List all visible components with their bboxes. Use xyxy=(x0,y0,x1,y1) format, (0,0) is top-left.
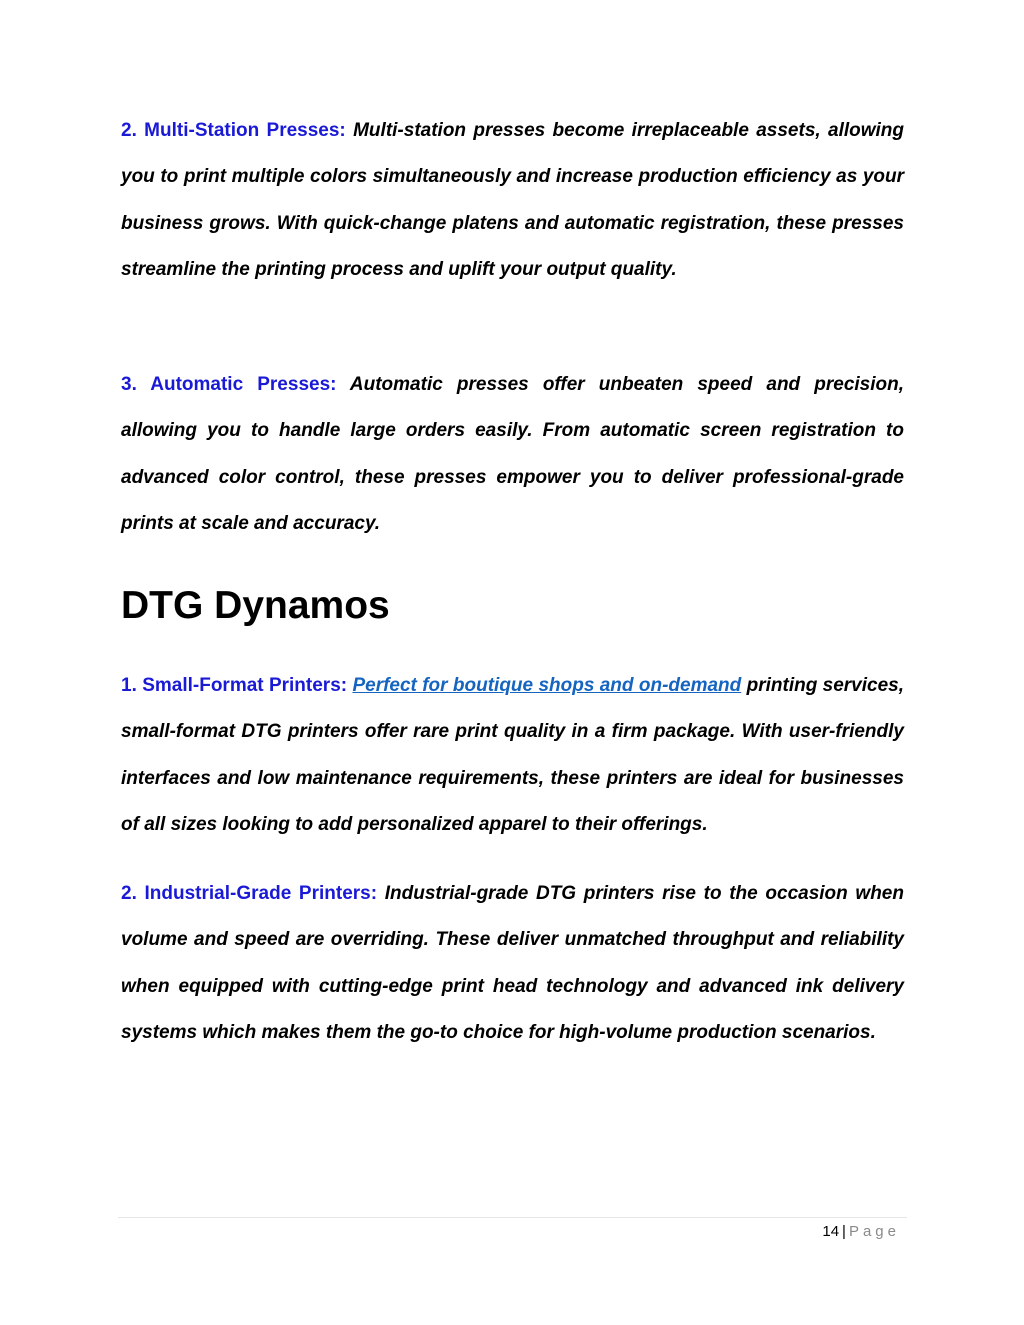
section-heading: DTG Dynamos xyxy=(121,584,390,627)
paragraph-automatic-presses xyxy=(121,362,904,547)
item-label: 3. Automatic Presses: xyxy=(121,374,337,395)
item-label: 2. Multi-Station Presses: xyxy=(121,120,346,141)
item-text: Industrial-grade DTG printers rise to the occasion when volume and speed are overriding. These deliver unmatched throughput and reliability when equipped with cutting-edge print head technology and advanced ink delivery systems which makes them the go-to choice for high-volume production scenarios. xyxy=(121,883,904,1043)
page-word: Page xyxy=(848,1223,900,1240)
page-footer xyxy=(822,1221,900,1243)
paragraph-multi-station-presses xyxy=(121,108,904,293)
item-text: printing services, small-format DTG printers offer rare print quality in a firm package. With user-friendly interfaces and low maintenance requirements, these printers are ideal for businesses of all sizes looking to add personalized apparel to their offerings. xyxy=(121,675,905,835)
page-number: 14 xyxy=(822,1223,840,1240)
paragraph-small-format-printers xyxy=(121,663,904,848)
paragraph-industrial-grade-printers xyxy=(121,871,904,1056)
item-text: Multi-station presses become irreplaceable assets, allowing you to print multiple colors simultaneously and increase production efficiency as your business grows. With quick-change platens and automatic registration, these presses streamline the printing process and uplift your output quality. xyxy=(121,120,905,280)
footer-separator: | xyxy=(842,1223,846,1240)
item-link[interactable]: Perfect for boutique shops and on-demand xyxy=(352,675,742,696)
item-label: 2. Industrial-Grade Printers: xyxy=(121,883,378,904)
item-text: Automatic presses offer unbeaten speed and precision, allowing you to handle large orders easily. From automatic screen registration to advanced color control, these presses empower you to deliver professional-grade prints at scale and accuracy. xyxy=(121,374,905,534)
footer-divider xyxy=(118,1217,907,1218)
item-label: 1. Small-Format Printers: xyxy=(121,675,348,696)
